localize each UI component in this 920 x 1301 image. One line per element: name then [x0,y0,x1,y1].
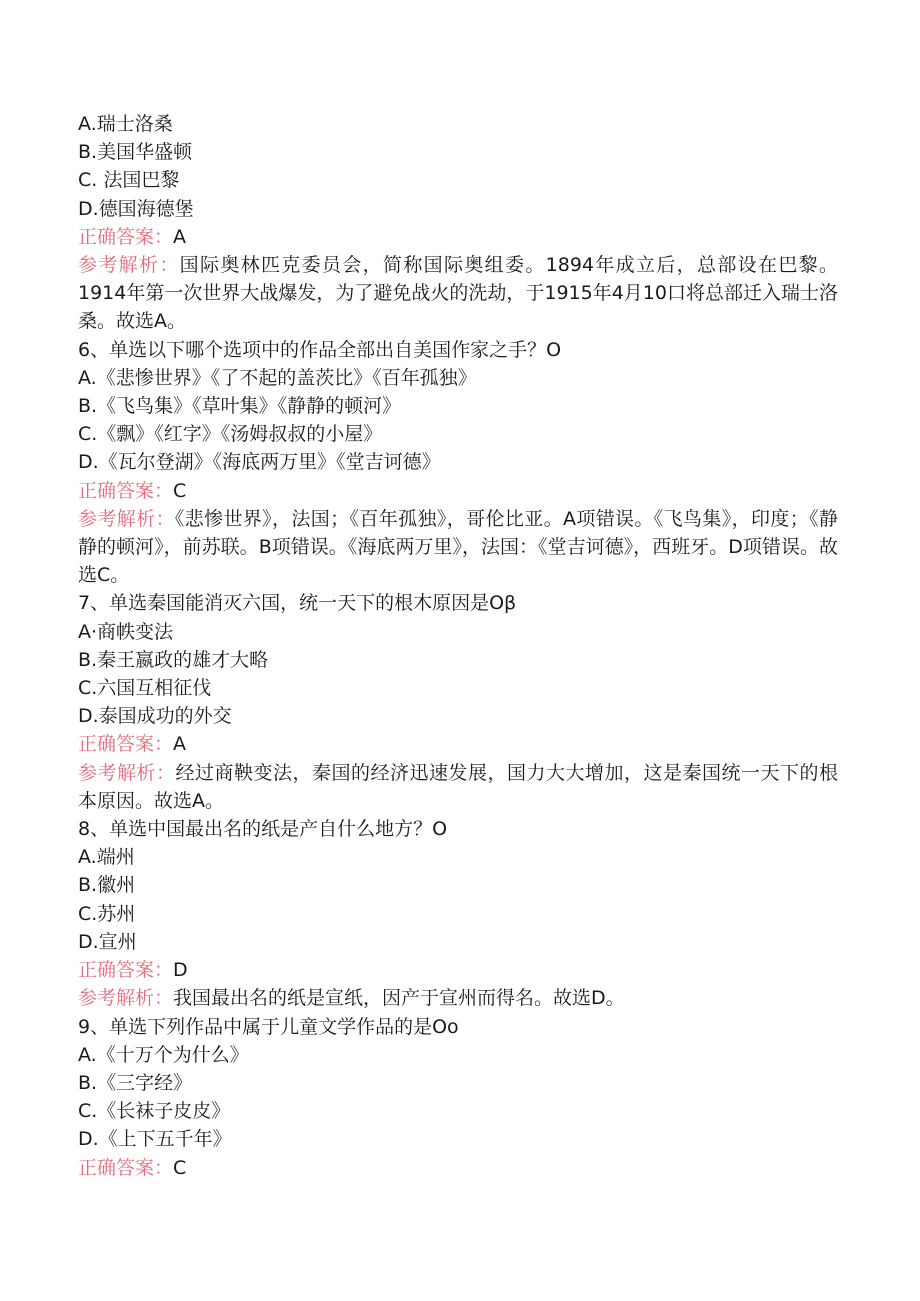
q8-explanation-label: 参考解析： [78,987,174,1010]
q9-question: 9、单选下列作品中属于儿童文学作品的是Oo [78,1015,459,1038]
document-page [78,110,838,1182]
q7-answer [78,730,838,758]
q5-explanation [78,251,838,336]
q5-option-d: D.德国海德堡 [78,197,194,220]
q9-option-c: C.《长袜子皮皮》 [78,1100,231,1123]
q8-answer [78,956,838,984]
q8-answer-label: 正确答案： [78,959,174,982]
q6-explanation [78,505,838,590]
q9-option-b: B.《三字经》 [78,1071,193,1094]
q8-option-d: D.宣州 [78,930,137,953]
q8-answer-value: D [173,959,188,982]
q6-explanation-text: 《悲惨世界》，法国；《百年孤独》，哥伦比亚。A项错误。《飞鸟集》，印度；《静静的顿河》，前苏联。B项错误。《海底两万里》，法国：《堂吉诃德》，西班牙。D项错误。故选C。 [78,507,838,587]
q7-option-d: D.泰国成功的外交 [78,705,232,728]
q7-explanation-label: 参考解析： [78,761,176,784]
q5-option-b: B.美国华盛顿 [78,141,193,164]
q5-answer-label: 正确答案： [78,225,174,248]
q8-explanation-text: 我国最出名的纸是宣纸，因产于宣州而得名。故选D。 [173,987,625,1010]
q6-option-c: C.《飘》《红字》《汤姆叔叔的小屋》 [78,423,383,446]
q5-option-c: C. 法国巴黎 [78,169,180,192]
q7-option-b: B.秦王嬴政的雄才大略 [78,648,269,671]
q8-option-a: A.端州 [78,846,135,869]
q9-answer-label: 正确答案： [78,1156,174,1179]
q5-explanation-label: 参考解析： [78,254,180,277]
q7-question: 7、单选秦国能消灭六国，统一天下的根木原因是Oβ [78,592,517,615]
q7-answer-label: 正确答案： [78,733,174,756]
q6-answer [78,477,838,505]
q6-answer-label: 正确答案： [78,479,174,502]
q5-answer [78,223,838,251]
q5-option-a: A.瑞士洛桑 [78,113,173,135]
q8-question: 8、单选中国最出名的纸是产自什么地方？O [78,818,448,841]
q5-explanation-text: 国际奥林匹克委员会，简称国际奥组委。1894年成立后，总部设在巴黎。1914年第一次世界大战爆发，为了避免战火的洗劫，于1915年4月10口将总部迁入瑞士洛桑。故选A。 [78,254,838,333]
q8-explanation [78,984,838,1012]
q7-answer-value: A [173,733,187,756]
q9-answer [78,1154,838,1182]
q9-answer-value: C [173,1156,187,1179]
q8-option-b: B.徽州 [78,874,136,897]
q5-answer-value: A [173,225,187,248]
q9-option-a: A.《十万个为什么》 [78,1043,249,1066]
q6-answer-value: C [173,479,187,502]
q8-option-c: C.苏州 [78,902,136,925]
q6-question: 6、单选以下哪个选项中的作品全部出自美国作家之手？O [78,338,562,361]
q6-option-a: A.《悲惨世界》《了不起的盖茨比》《百年孤独》 [78,366,477,389]
q6-option-b: B.《飞鸟集》《草叶集》《静静的顿河》 [78,395,402,418]
q7-option-c: C.六国互相征伐 [78,677,212,700]
q7-option-a: A·商帙变法 [78,620,174,643]
q7-explanation [78,759,838,815]
q7-explanation-text: 经过商鞅变法，秦国的经济迅速发展，国力大大增加，这是秦国统一天下的根本原因。故选A。 [78,761,838,812]
q6-explanation-label: 参考解析： [78,507,175,530]
q9-option-d: D.《上下五千年》 [78,1128,232,1151]
q6-option-d: D.《瓦尔登湖》《海底两万里》《堂吉诃德》 [78,451,441,474]
